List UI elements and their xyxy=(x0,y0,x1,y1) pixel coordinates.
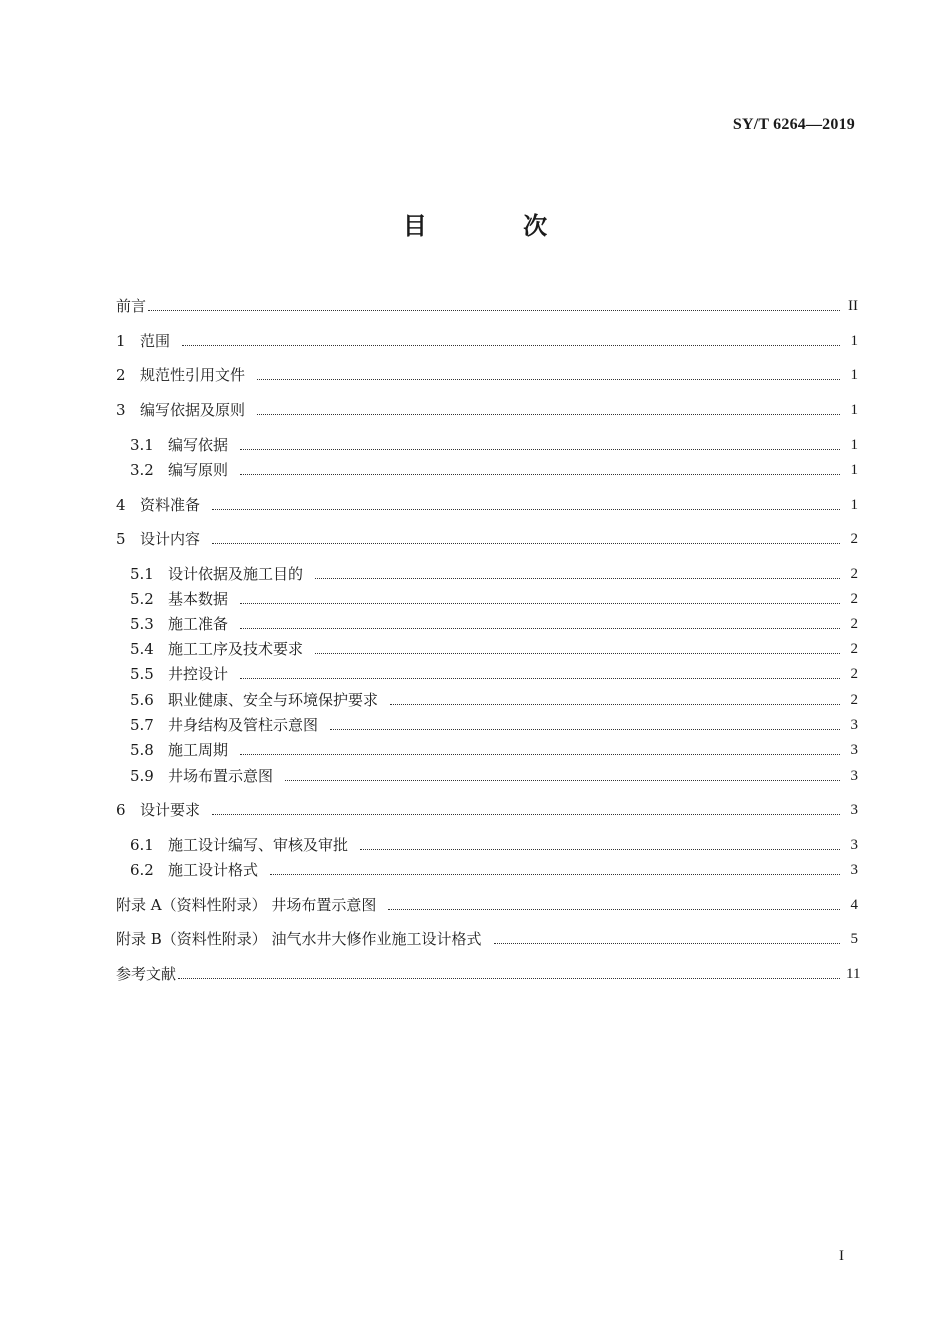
toc-entry-page: 3 xyxy=(850,802,858,818)
toc-entry-number: 6.1 xyxy=(130,836,154,854)
toc-entry-page: 1 xyxy=(850,497,858,513)
toc-entry[interactable] xyxy=(116,895,858,915)
toc-entry[interactable] xyxy=(116,740,858,760)
dot-leader xyxy=(240,449,840,450)
dot-leader xyxy=(212,814,840,815)
toc-entry-page: 1 xyxy=(850,367,858,383)
page-number: I xyxy=(839,1248,844,1264)
dot-leader xyxy=(240,603,840,604)
toc-entry-page: 2 xyxy=(850,666,858,682)
toc-entry-page: 3 xyxy=(850,837,858,853)
toc-entry-page: 3 xyxy=(850,742,858,758)
dot-leader xyxy=(360,849,840,850)
dot-leader xyxy=(285,780,840,781)
toc-entry-label: 前言 xyxy=(116,297,147,315)
toc-entry-number: 5.1 xyxy=(130,565,154,583)
toc-entry-number: 5.8 xyxy=(130,741,154,759)
toc-entry-label: 参考文献 xyxy=(116,965,177,983)
toc-entry-number: 1 xyxy=(116,332,126,350)
dot-leader xyxy=(494,943,840,944)
toc-entry-number: 2 xyxy=(116,366,126,384)
toc-entry-label: 设计内容 xyxy=(140,530,201,548)
toc-entry-label: 编写依据 xyxy=(168,436,229,454)
toc-entry-label: 施工工序及技术要求 xyxy=(168,640,304,658)
dot-leader xyxy=(240,678,840,679)
toc-entry[interactable] xyxy=(116,690,858,710)
toc-entry-number: 6 xyxy=(116,801,126,819)
standard-code: SY/T 6264—2019 xyxy=(732,116,855,133)
dot-leader xyxy=(390,704,840,705)
page-title: 目 次 xyxy=(402,211,592,240)
toc-entry-label: 编写依据及原则 xyxy=(140,401,246,419)
toc-entry[interactable] xyxy=(116,400,858,420)
toc-entry-number: 6.2 xyxy=(130,861,154,879)
toc-entry[interactable] xyxy=(116,331,858,351)
toc-entry-page: 2 xyxy=(850,591,858,607)
toc-entry-number: 5.6 xyxy=(130,691,154,709)
toc-entry-page: 1 xyxy=(850,333,858,349)
toc-entry-number: 5.3 xyxy=(130,615,154,633)
toc-entry-page: 1 xyxy=(850,437,858,453)
toc-entry[interactable] xyxy=(116,664,858,684)
toc-entry-label: 井身结构及管柱示意图 xyxy=(168,716,319,734)
toc-entry[interactable] xyxy=(116,296,858,316)
toc-entry[interactable] xyxy=(116,529,858,549)
toc-entry-label: 施工周期 xyxy=(168,741,229,759)
toc-entry-number: 3 xyxy=(116,401,126,419)
toc-entry[interactable] xyxy=(116,435,858,455)
toc-entry-label: 施工准备 xyxy=(168,615,229,633)
dot-leader xyxy=(315,653,840,654)
toc-entry[interactable] xyxy=(116,495,858,515)
toc-entry-page: 2 xyxy=(850,531,858,547)
toc-entry-number: 5.2 xyxy=(130,590,154,608)
dot-leader xyxy=(240,754,840,755)
toc-entry[interactable] xyxy=(116,614,858,634)
toc-entry-page: 4 xyxy=(850,897,858,913)
dot-leader xyxy=(240,628,840,629)
dot-leader xyxy=(257,379,840,380)
toc-entry-page: 5 xyxy=(850,931,858,947)
toc-entry-label: 职业健康、安全与环境保护要求 xyxy=(168,691,379,709)
toc-entry[interactable] xyxy=(116,766,858,786)
toc-entry-page: 2 xyxy=(850,566,858,582)
toc-entry-label: 资料准备 xyxy=(140,496,201,514)
toc-entry-number: 3.2 xyxy=(130,461,154,479)
toc-entry-label: 附录 A（资料性附录） 井场布置示意图 xyxy=(116,896,377,914)
toc-entry-page: 2 xyxy=(850,692,858,708)
toc-entry-number: 4 xyxy=(116,496,126,514)
toc-entry-label: 井控设计 xyxy=(168,665,229,683)
toc-entry-page: 2 xyxy=(850,616,858,632)
toc-entry-number: 3.1 xyxy=(130,436,154,454)
toc-entry-number: 5 xyxy=(116,530,126,548)
toc-entry[interactable] xyxy=(116,835,858,855)
toc-entry[interactable] xyxy=(116,639,858,659)
dot-leader xyxy=(330,729,840,730)
toc-entry[interactable] xyxy=(116,929,858,949)
toc-entry-page: 3 xyxy=(850,717,858,733)
toc-entry-label: 设计要求 xyxy=(140,801,201,819)
toc-entry-page: II xyxy=(848,298,858,314)
toc-entry-label: 施工设计编写、审核及审批 xyxy=(168,836,349,854)
dot-leader xyxy=(178,978,840,979)
toc-entry-page: 1 xyxy=(850,462,858,478)
dot-leader xyxy=(257,414,840,415)
toc-entry-label: 范围 xyxy=(140,332,171,350)
toc-entry[interactable] xyxy=(116,589,858,609)
toc-entry-page: 2 xyxy=(850,641,858,657)
toc-entry[interactable] xyxy=(116,860,858,880)
toc-entry-page: 3 xyxy=(850,862,858,878)
toc-entry-label: 编写原则 xyxy=(168,461,229,479)
toc-entry-number: 5.5 xyxy=(130,665,154,683)
toc-entry-label: 附录 B（资料性附录） 油气水井大修作业施工设计格式 xyxy=(116,930,482,948)
toc-entry-page: 1 xyxy=(850,402,858,418)
toc-entry[interactable] xyxy=(116,715,858,735)
toc-entry-number: 5.4 xyxy=(130,640,154,658)
toc-entry-number: 5.7 xyxy=(130,716,154,734)
toc-entry[interactable] xyxy=(116,964,861,984)
toc-entry[interactable] xyxy=(116,800,858,820)
toc-entry[interactable] xyxy=(116,564,858,584)
dot-leader xyxy=(212,509,840,510)
dot-leader xyxy=(315,578,840,579)
dot-leader xyxy=(270,874,840,875)
toc-entry-number: 5.9 xyxy=(130,767,154,785)
toc-entry-label: 基本数据 xyxy=(168,590,229,608)
dot-leader xyxy=(212,543,840,544)
dot-leader xyxy=(182,345,840,346)
toc-entry-label: 井场布置示意图 xyxy=(168,767,274,785)
toc-entry-page: 3 xyxy=(850,768,858,784)
toc-entry-label: 规范性引用文件 xyxy=(140,366,246,384)
dot-leader xyxy=(148,310,840,311)
toc-entry-label: 施工设计格式 xyxy=(168,861,259,879)
dot-leader xyxy=(388,909,840,910)
toc-entry-page: 11 xyxy=(846,966,861,982)
dot-leader xyxy=(240,474,840,475)
toc-entry[interactable] xyxy=(116,460,858,480)
toc-entry-label: 设计依据及施工目的 xyxy=(168,565,304,583)
toc-entry[interactable] xyxy=(116,365,858,385)
